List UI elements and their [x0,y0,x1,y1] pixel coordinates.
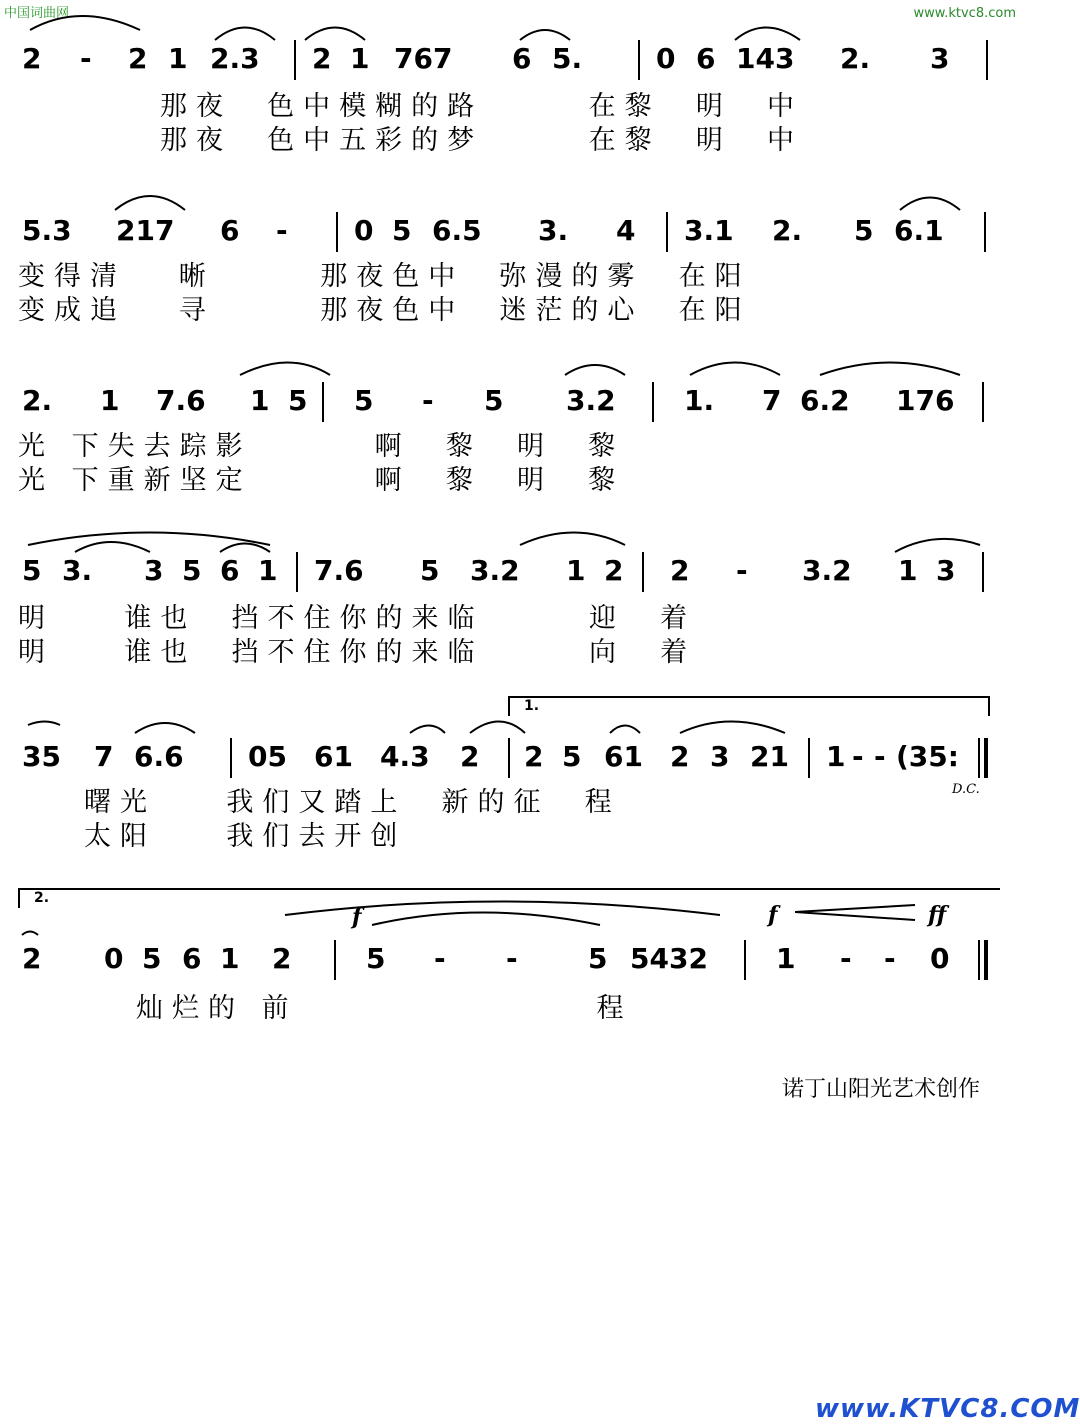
lyrics-verse-1: 那夜 色中模糊的路 在黎 明 中 [160,91,803,122]
note: 6.5 [432,214,482,247]
bar-line [638,40,640,80]
note: 3. [62,554,93,587]
note: 2 [272,942,292,975]
credit-line: 诺丁山阳光艺术创作 [781,1077,980,1102]
lyrics-verse-2: 明 谁也 挡不住你的来临 向 着 [18,637,697,668]
note: 3 [930,42,950,75]
note: (35: [896,740,959,773]
note: 1 [250,384,270,417]
note: 5 [22,554,42,587]
lyrics-verse-2: 光 下重新坚定 啊 黎 明 黎 [18,465,625,496]
note: 5432 [630,942,708,975]
bar-line [984,212,986,252]
note: 5 [854,214,874,247]
bar-line [978,738,980,778]
bar-line [642,552,644,592]
note: 5.3 [22,214,72,247]
note: 7 [94,740,114,773]
note: 2 [524,740,544,773]
da-capo-marking: D.C. [952,782,980,797]
bar-line [652,382,654,422]
note: 05 [248,740,287,773]
note: 2 [460,740,480,773]
note: 7 [762,384,782,417]
note: 1 [826,740,846,773]
note: 143 [736,42,795,75]
bar-line [978,940,980,980]
dynamic-forte: f [768,902,778,928]
note: 0 [656,42,676,75]
note: 5 [420,554,440,587]
lyrics-verse-2: 太阳 我们去开创 [84,821,407,852]
note: 0 [930,942,950,975]
note: 61 [604,740,643,773]
note: 6.1 [894,214,944,247]
bar-line [744,940,746,980]
note: 3.2 [566,384,616,417]
note: 1 [168,42,188,75]
note: - [276,214,288,247]
note: 2 [670,740,690,773]
note: 6 [220,214,240,247]
lyrics-verse-1: 曙光 我们又踏上 新的征 程 [84,787,621,818]
note: - [884,942,896,975]
volta-second-ending: 2. [18,888,1000,908]
note: 4.3 [380,740,430,773]
note: 1 [100,384,120,417]
bar-line [322,382,324,422]
note: 7.6 [314,554,364,587]
note: - [840,942,852,975]
note: 2. [840,42,871,75]
note: - [506,942,518,975]
note: 5 [392,214,412,247]
lyrics-verse-1: 光 下失去踪影 啊 黎 明 黎 [18,431,625,462]
note: - [852,740,864,773]
note: 0 [354,214,374,247]
note: 0 [104,942,124,975]
watermark-top-right: www.ktvc8.com [913,6,1016,21]
note: 3 [710,740,730,773]
watermark-top-left: 中国词曲网 [4,6,70,21]
note: - [736,554,748,587]
note: 21 [750,740,789,773]
watermark-bottom: www.KTVC8.COM [815,1394,1080,1424]
volta-first-ending: 1. [508,696,990,716]
dynamic-forte: f [352,904,362,930]
note: 5 [182,554,202,587]
note: 1. [684,384,715,417]
note: 2 [128,42,148,75]
note: 1 [258,554,278,587]
dynamic-fortissimo: ff [928,902,947,928]
note: 6 [220,554,240,587]
lyrics-verse-1: 灿烂的 前 程 [136,993,633,1024]
note: - [422,384,434,417]
note: 3.2 [470,554,520,587]
note: 5 [142,942,162,975]
note: 3. [538,214,569,247]
bar-line [808,738,810,778]
note: 5 [484,384,504,417]
note: 7.6 [156,384,206,417]
lyrics-verse-2: 那夜 色中五彩的梦 在黎 明 中 [160,125,803,156]
note: 6 [512,42,532,75]
note: 6 [182,942,202,975]
bar-line [230,738,232,778]
note: 5. [552,42,583,75]
note: 6.2 [800,384,850,417]
note: 1 [220,942,240,975]
note: 217 [116,214,175,247]
bar-line [982,382,984,422]
note: 3 [936,554,956,587]
note: 3.1 [684,214,734,247]
note: 6.6 [134,740,184,773]
note: - [874,740,886,773]
note: 2. [772,214,803,247]
note: 61 [314,740,353,773]
lyrics-verse-1: 变得清 晰 那夜色中 弥漫的雾 在阳 [18,261,751,292]
note: 5 [354,384,374,417]
note: 35 [22,740,61,773]
note: - [80,42,92,75]
note: 1 [776,942,796,975]
note: 6 [696,42,716,75]
lyrics-verse-1: 明 谁也 挡不住你的来临 迎 着 [18,603,697,634]
note: 2 [22,42,42,75]
note: 4 [616,214,636,247]
note: 5 [562,740,582,773]
note: 2 [604,554,624,587]
bar-line [336,212,338,252]
bar-line [984,738,988,778]
bar-line [508,738,510,778]
note: 1 [350,42,370,75]
note: 2 [312,42,332,75]
bar-line [986,40,988,80]
note: 5 [288,384,308,417]
bar-line [296,552,298,592]
note: 2 [670,554,690,587]
note: 176 [896,384,955,417]
note: 767 [394,42,453,75]
note: 2.3 [210,42,260,75]
note: 1 [898,554,918,587]
note: 2. [22,384,53,417]
bar-line [294,40,296,80]
bar-line [982,552,984,592]
note: 5 [588,942,608,975]
note: 5 [366,942,386,975]
bar-line [666,212,668,252]
bar-line [984,940,988,980]
lyrics-verse-2: 变成追 寻 那夜色中 迷茫的心 在阳 [18,295,751,326]
note: 2 [22,942,42,975]
note: 3 [144,554,164,587]
note: - [434,942,446,975]
bar-line [334,940,336,980]
note: 1 [566,554,586,587]
note: 3.2 [802,554,852,587]
